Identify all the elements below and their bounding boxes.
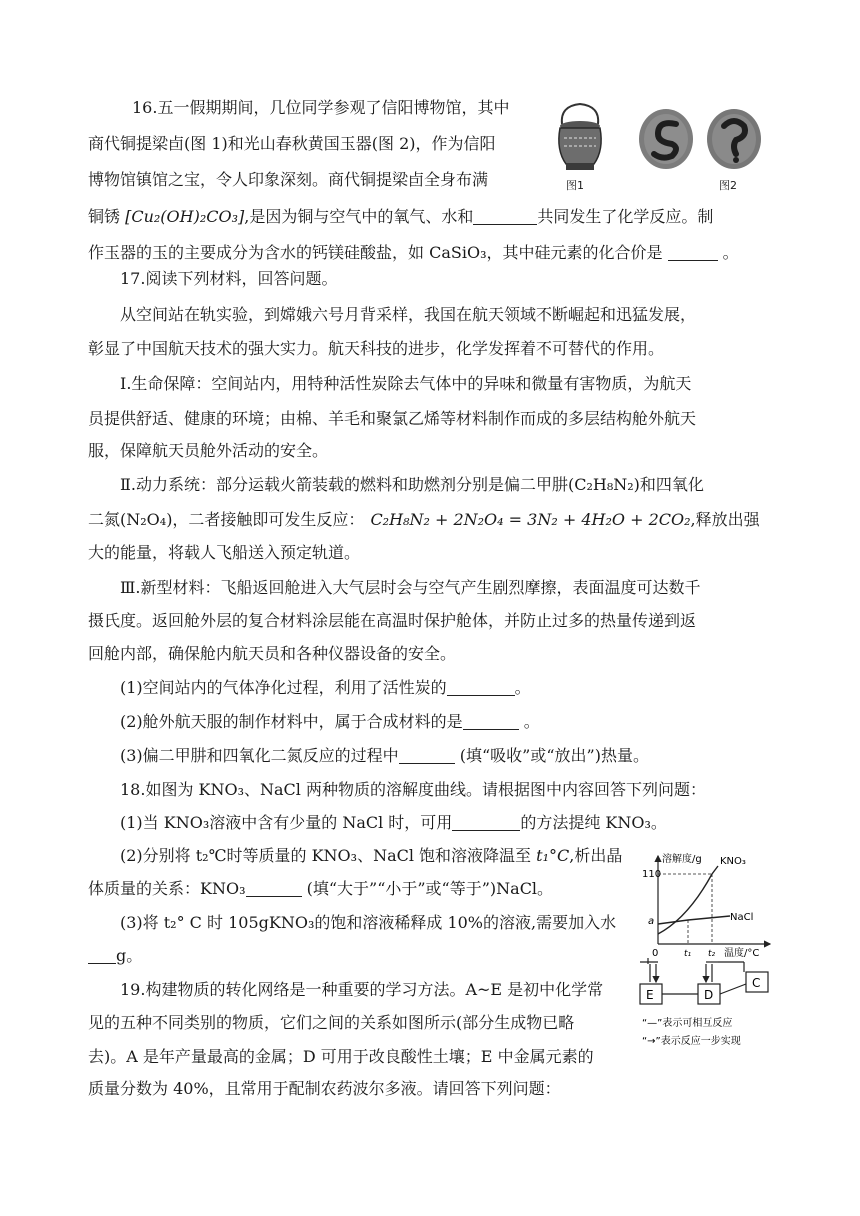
q16-text: 作玉器的玉的主要成分为含水的钙镁硅酸盐，如 CaSiO₃，其中硅元素的化合价是 [88, 243, 668, 262]
q17-text: 。 [514, 678, 531, 697]
x-axis-label: 温度/°C [724, 948, 760, 959]
q16-line-1: 16.五一假期期间，几位同学参观了信阳博物馆，其中 [132, 98, 510, 117]
answer-blank[interactable] [463, 713, 519, 730]
solubility-curve-chart [640, 850, 774, 960]
answer-blank[interactable] [88, 947, 116, 964]
jade-artifact-2-image [704, 106, 764, 172]
nacl-curve [658, 916, 730, 924]
q18-sub-3: (3)将 t₂° C 时 105gKNO₃的饱和溶液稀释成 10%的溶液,需要加入水 [120, 913, 617, 932]
q17-sub-2 [120, 712, 540, 732]
q18-text: (填“大于”“小于”或“等于”)NaCl。 [301, 879, 554, 898]
q16-text: 共同发生了化学反应。制 [537, 207, 714, 226]
legend-convert: “→”表示反应一步实现 [642, 1036, 741, 1047]
q17-para-3b [88, 510, 760, 530]
q18-sub-2-cont [88, 879, 553, 899]
q17-para-2c: 服，保障航天员舱外活动的安全。 [88, 441, 329, 460]
q16-text: 。 [717, 243, 739, 262]
tick-t2: t₂ [708, 949, 716, 959]
q17-text: (3)偏二甲肼和四氧化二氮反应的过程中 [120, 746, 399, 765]
q17-para-4b: 摄氏度。返回舱外层的复合材料涂层能在高温时保护舱体，并防止过多的热量传递到返 [88, 611, 697, 630]
node-c-label: C [752, 976, 761, 990]
nacl-label: NaCl [730, 912, 754, 923]
q17-sub-3 [120, 746, 649, 766]
q19-line-2: 见的五种不同类别的物质，它们之间的关系如图所示(部分生成物已略 [88, 1013, 575, 1032]
answer-blank[interactable] [447, 679, 515, 696]
q18-text: (1)当 KNO₃溶液中含有少量的 NaCl 时，可用 [120, 813, 453, 832]
temperature-t1: t₁°C [536, 846, 570, 865]
q17-text: 。 [518, 712, 540, 731]
figure-2-caption: 图2 [719, 179, 737, 192]
copper-rust-formula: [Cu₂(OH)₂CO₃] [125, 207, 245, 226]
q18-text: (2)分别将 t₂℃时等质量的 KNO₃、NaCl 饱和溶液降温至 [120, 846, 537, 865]
tick-110: 110 [642, 869, 662, 880]
kno3-label: KNO₃ [720, 856, 746, 867]
q17-para-2b: 员提供舒适、健康的环境；由棉、羊毛和聚氯乙烯等材料制作而成的多层结构舱外航天 [88, 409, 697, 428]
q17-para-3c: 大的能量，将载人飞船送入预定轨道。 [88, 543, 361, 562]
q17-title: 17.阅读下列材料，回答问题。 [120, 269, 338, 288]
q18-sub-2 [120, 846, 622, 866]
q18-title: 18.如图为 KNO₃、NaCl 两种物质的溶解度曲线。请根据图中内容回答下列问题： [120, 780, 707, 799]
q18-text: g。 [116, 946, 143, 965]
q16-line-3: 博物馆镇馆之宝，令人印象深刻。商代铜提梁卣全身布满 [88, 170, 489, 189]
tick-a: a [648, 916, 655, 927]
q17-sub-1 [120, 678, 531, 698]
q17-text: (填“吸收”或“放出”)热量。 [454, 746, 649, 765]
answer-blank[interactable] [473, 208, 537, 225]
q17-para-1a: 从空间站在轨实验，到嫦娥六号月背采样，我国在航天领域不断崛起和迅猛发展， [120, 305, 697, 324]
q19-line-4: 质量分数为 40%，且常用于配制农药波尔多液。请回答下列问题： [88, 1079, 561, 1098]
reaction-equation: C₂H₈N₂ + 2N₂O₄ = 3N₂ + 4H₂O + 2CO₂ [370, 510, 691, 529]
q17-para-4a: Ⅲ.新型材料：飞船返回舱进入大气层时会与空气产生剧烈摩擦，表面温度可达数千 [120, 578, 701, 597]
q18-sub-1 [120, 813, 667, 833]
answer-blank[interactable] [452, 814, 520, 831]
q17-para-3a: Ⅱ.动力系统：部分运载火箭装载的燃料和助燃剂分别是偏二甲肼(C₂H₈N₂)和四氧化 [120, 475, 704, 494]
q16-line-4 [88, 207, 713, 227]
figure-1-caption: 图1 [566, 179, 584, 192]
conversion-network-diagram [636, 958, 786, 1052]
q18-sub-3-cont [88, 946, 142, 966]
q17-para-1b: 彰显了中国航天技术的强大实力。航天科技的进步，化学发挥着不可替代的作用。 [88, 339, 665, 358]
q16-line-2: 商代铜提梁卣(图 1)和光山春秋黄国玉器(图 2)，作为信阳 [88, 134, 496, 153]
q19-line-1: 19.构建物质的转化网络是一种重要的学习方法。A~E 是初中化学常 [120, 980, 604, 999]
answer-blank[interactable] [246, 880, 302, 897]
q18-text: ,析出晶 [569, 846, 623, 865]
answer-blank[interactable] [399, 747, 455, 764]
tick-t1: t₁ [684, 949, 692, 959]
q19-line-3: 去)。A 是年产量最高的金属；D 可用于改良酸性土壤；E 中金属元素的 [88, 1047, 594, 1066]
jade-artifact-1-image [636, 106, 696, 172]
node-d-label: D [704, 988, 714, 1002]
tick-0: 0 [652, 948, 659, 959]
q16-text: 铜锈 [88, 207, 126, 226]
q17-para-4c: 回舱内部，确保舱内航天员和各种仪器设备的安全。 [88, 644, 457, 663]
node-e-label: E [646, 988, 654, 1002]
answer-blank[interactable] [668, 244, 718, 261]
q16-line-5 [88, 243, 739, 263]
q18-text: 体质量的关系：KNO₃ [88, 879, 246, 898]
q18-text: 的方法提纯 KNO₃。 [520, 813, 667, 832]
q16-text: ,是因为铜与空气中的氧气、水和 [244, 207, 474, 226]
q17-text: (1)空间站内的气体净化过程，利用了活性炭的 [120, 678, 447, 697]
bronze-vessel-image [552, 100, 608, 174]
q17-para-2a: Ⅰ.生命保障：空间站内，用特种活性炭除去气体中的异味和微量有害物质，为航天 [120, 374, 692, 393]
q17-text: ,释放出强 [690, 510, 760, 529]
legend-react: “—”表示可相互反应 [642, 1018, 733, 1029]
q17-text: 二氮(N₂O₄)，二者接触即可发生反应： [88, 510, 365, 529]
y-axis-label: 溶解度/g [662, 854, 702, 865]
q17-text: (2)舱外航天服的制作材料中，属于合成材料的是 [120, 712, 463, 731]
kno3-curve [658, 866, 718, 934]
